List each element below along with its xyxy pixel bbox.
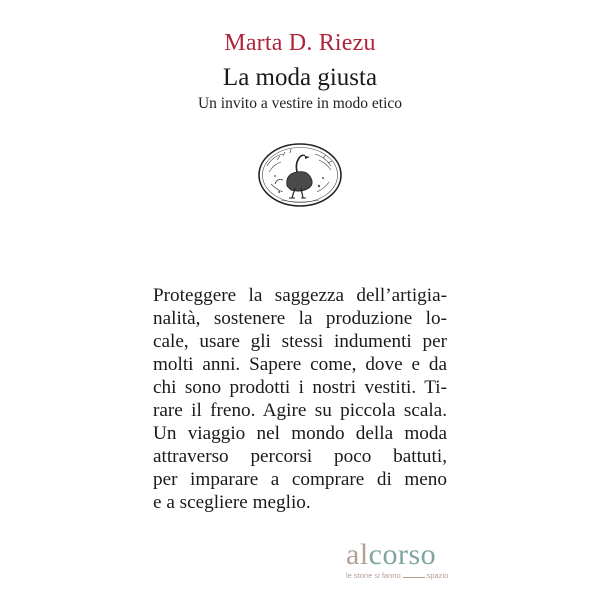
blurb-line: nalità, sostenere la produzione lo- [153,308,447,329]
alcorso-logo [346,540,456,580]
back-cover-blurb [153,284,447,514]
logo-tagline-right: spazio [426,571,449,580]
book-title: La moda giusta [222,64,378,91]
logo-tagline [346,571,456,580]
ostrich-emblem-icon [257,142,343,208]
blurb-line: attraverso percorsi poco battuti, [153,446,447,467]
blurb-line: Proteggere la saggezza dell’artigia- [153,285,447,306]
blurb-line: rare il freno. Agire su piccola scala. [153,400,447,421]
logo-tagline-left: le storie si fanno [346,571,401,580]
blurb-line: per imparare a comprare di meno [153,469,447,490]
blurb-line: molti anni. Sapere come, dove e da [153,354,447,375]
blurb-line: chi sono prodotti i nostri vestiti. Ti- [153,377,447,398]
logo-tagline-rule [403,577,425,578]
author-name: Marta D. Riezu [224,30,376,56]
logo-word-part2: corso [368,538,437,571]
blurb-line: Un viaggio nel mondo della moda [153,423,447,444]
blurb-line: cale, usare gli stessi indumenti per [153,331,447,352]
logo-word-part1: al [346,538,369,571]
blurb-line: e a scegliere meglio. [153,492,311,513]
book-subtitle: Un invito a vestire in modo etico [197,95,403,112]
logo-wordmark [346,540,456,570]
